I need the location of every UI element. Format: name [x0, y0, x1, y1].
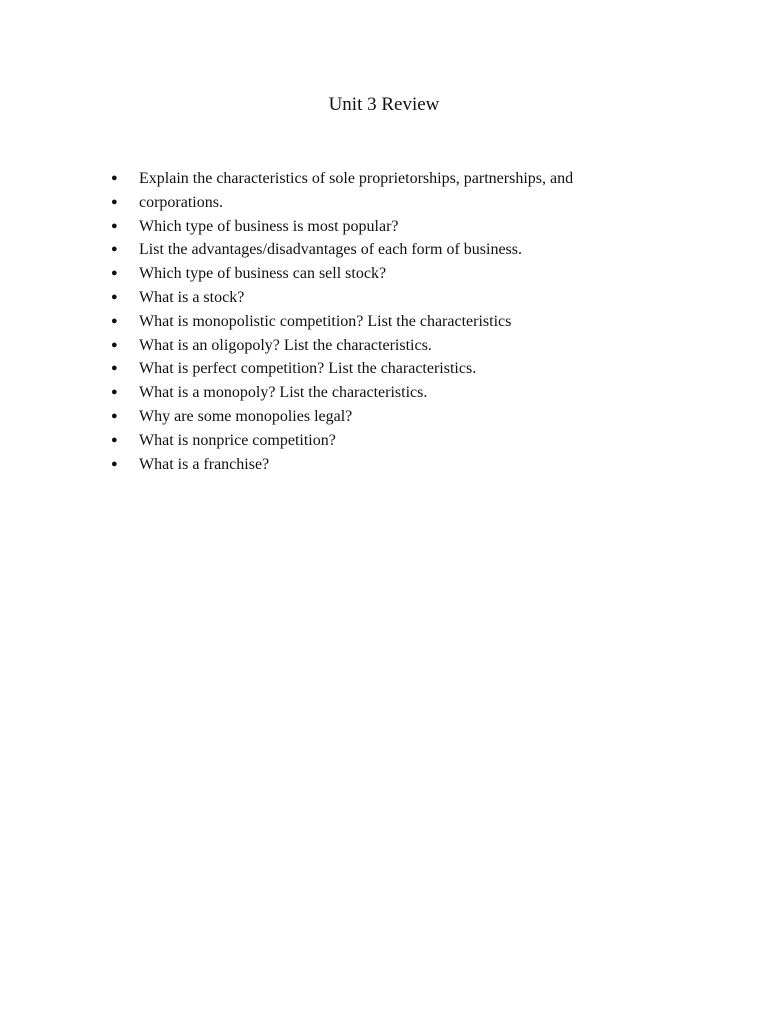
bullet-icon: ●: [111, 314, 118, 327]
bullet-icon: ●: [111, 409, 118, 422]
list-item-text: What is an oligopoly? List the characteristics.: [139, 336, 432, 354]
list-item-text: What is a monopoly? List the characteristics.: [139, 384, 428, 402]
bullet-icon: ●: [111, 267, 118, 280]
list-item-text: What is perfect competition? List the characteristics.: [139, 360, 477, 378]
bullet-icon: ●: [111, 172, 118, 184]
list-item: [108, 357, 728, 381]
list-item: [108, 238, 728, 262]
bullet-icon: ●: [111, 243, 118, 256]
page-title: Unit 3 Review: [328, 94, 440, 115]
list-item-text: What is a stock?: [139, 288, 245, 306]
bullet-icon: ●: [111, 457, 118, 470]
list-item: [108, 429, 728, 453]
bullet-icon: ●: [111, 219, 118, 232]
list-item-text: What is a franchise?: [139, 455, 270, 473]
list-item: [108, 334, 728, 358]
list-item: [108, 286, 728, 310]
list-item-text: What is monopolistic competition? List the characteristics: [139, 312, 512, 330]
list-item-text: What is nonprice competition?: [139, 431, 336, 449]
list-item: [108, 381, 728, 405]
list-item-text: Which type of business can sell stock?: [139, 265, 387, 283]
bullet-icon: ●: [111, 386, 118, 399]
bullet-icon: ●: [111, 362, 118, 375]
bullet-icon: ●: [111, 290, 118, 303]
list-item-text: List the advantages/disadvantages of each form of business.: [139, 241, 522, 259]
list-item-text: Explain the characteristics of sole proprietorships, partnerships, and: [139, 170, 574, 187]
list-item-text: Which type of business is most popular?: [139, 217, 399, 235]
list-item: [108, 262, 728, 286]
list-item: [108, 167, 728, 191]
list-item: [108, 453, 728, 477]
list-item: [108, 191, 728, 215]
bullet-icon: ●: [111, 338, 118, 351]
review-question-list: [108, 167, 728, 476]
list-item-text: corporations.: [139, 193, 223, 211]
bullet-icon: ●: [111, 433, 118, 446]
list-item: [108, 405, 728, 429]
bullet-icon: ●: [111, 195, 118, 208]
list-item: [108, 215, 728, 239]
list-item: [108, 310, 728, 334]
list-item-text: Why are some monopolies legal?: [139, 407, 353, 425]
